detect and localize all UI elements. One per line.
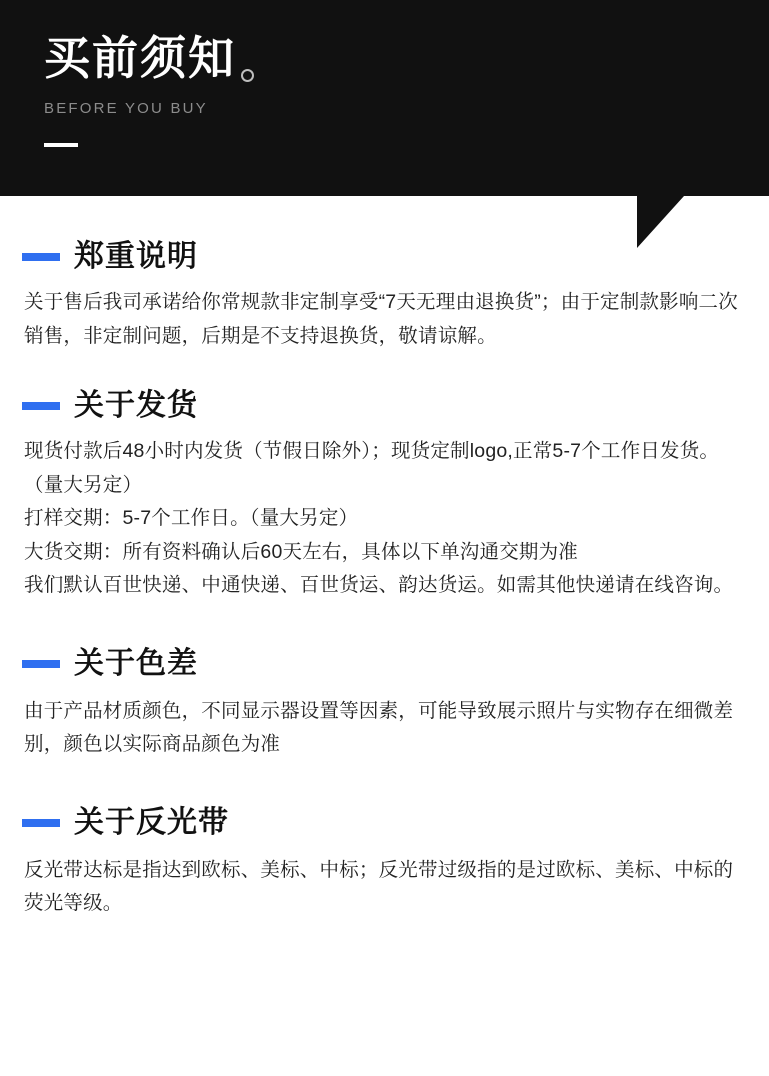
section-color-difference: [22, 646, 747, 762]
section-body: [22, 695, 747, 762]
page-title: [44, 30, 236, 88]
section-header: [22, 391, 747, 421]
paragraph: 关于售后我司承诺给你常规款非定制享受“7天无理由退换货”；由于定制款影响二次销售，非定制问题，后期是不支持退换货，敬请谅解。: [24, 291, 738, 347]
section-title: 关于反光带: [74, 805, 229, 839]
header-arrow-notch-icon: [637, 196, 731, 248]
section-dash-icon: [22, 253, 60, 261]
section-reflective-tape: [22, 805, 747, 921]
section-body: [22, 286, 747, 353]
page-title-text: 买前须知: [44, 32, 236, 84]
page-header: [0, 0, 769, 196]
section-shipping: [22, 391, 747, 603]
paragraph: 打样交期：5-7个工作日。（量大另定）: [24, 507, 359, 530]
section-title: 郑重说明: [74, 240, 198, 273]
section-header: [22, 805, 747, 839]
paragraph: 我们默认百世快递、中通快递、百世货运、韵达货运。如需其他快递请在线咨询。: [24, 574, 734, 597]
section-dash-icon: [22, 660, 60, 668]
section-header: [22, 646, 747, 680]
section-body: [22, 435, 747, 603]
section-title: 关于色差: [74, 646, 198, 680]
section-title: 关于发货: [74, 389, 198, 423]
section-statement: [22, 242, 747, 353]
page-subtitle: BEFORE YOU BUY: [44, 99, 208, 117]
section-dash-icon: [22, 402, 60, 410]
paragraph: 大货交期：所有资料确认后60天左右，具体以下单沟通交期为准: [24, 540, 578, 563]
header-underline-rule: [44, 143, 78, 147]
title-circle-icon: [241, 69, 254, 82]
content-area: [0, 196, 769, 921]
section-dash-icon: [22, 819, 60, 827]
paragraph: 反光带达标是指达到欧标、美标、中标；反光带过级指的是过欧标、美标、中标的荧光等级。: [24, 858, 734, 915]
section-body: [22, 854, 747, 921]
paragraph: 由于产品材质颜色，不同显示器设置等因素，可能导致展示照片与实物存在细微差别，颜色以实际商品颜色为准: [24, 699, 734, 756]
paragraph: 现货付款后48小时内发货（节假日除外）；现货定制logo,正常5-7个工作日发货。（量大另定）: [24, 440, 720, 496]
